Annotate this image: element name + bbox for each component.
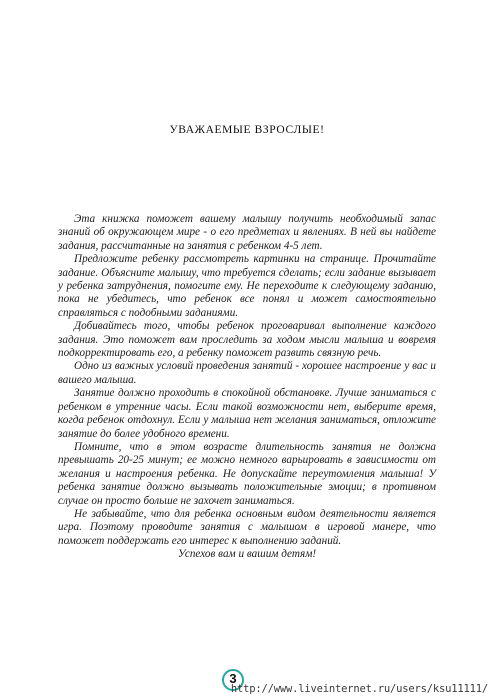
paragraph: Эта книжка поможет вашему малышу получить необходимый запас знаний об окружающем мире - о его предметах и явлениях. В ней вы найдете задания, рассчитанные на занятия с ребенком 4-5 лет. [58,213,436,252]
page-title: УВАЖАЕМЫЕ ВЗРОСЛЫЕ! [169,124,325,136]
paragraph: Помните, что в этом возрасте длительность занятия не должна превышать 20-25 минут; ее можно немного варьировать в зависимости от желания и настроения ребенка. Не допускайте переутомления малыша! У ребенка занятие должно вызывать положительные эмоции; в противном случае он просто больше не захочет заниматься. [58,440,436,507]
closing-line: Успехов вам и вашим детям! [177,548,317,561]
body-text [58,213,436,562]
paragraph: Занятие должно проходить в спокойной обстановке. Лучше заниматься с ребенком в утренние часы. Если такой возможности нет, выберите время, когда ребенок отдохнул. Если у малыша нет желания заниматься, отложите занятие до более удобного времени. [58,387,436,440]
paragraph: Не забывайте, что для ребенка основным видом деятельности является игра. Поэтому проводите занятия с малышом в игровой манере, что поможет поддержать его интерес к выполнению заданий. [58,507,436,547]
paragraph: Одно из важных условий проведения занятий - хорошее настроение у вас и вашего малыша. [58,360,436,386]
paragraph: Добивайтесь того, чтобы ребенок проговаривал выполнение каждого задания. Это поможет вам проследить за ходом мысли малыша и вовремя подкорректировать его, а ребенку поможет развить связную речь. [58,320,436,360]
paragraph: Предложите ребенку рассмотреть картинки на странице. Прочитайте задание. Объясните малышу, что требуется сделать; если задание вызывает у ребенка затруднения, помогите ему. Не переходите к следующему заданию, пока не убедитесь, что ребенок все понял и может самостоятельно справляться с подобными заданиями. [58,253,436,319]
watermark-url: http://www.liveinternet.ru/users/ksu11111/ [230,683,488,695]
page-number: 3 [229,671,237,686]
